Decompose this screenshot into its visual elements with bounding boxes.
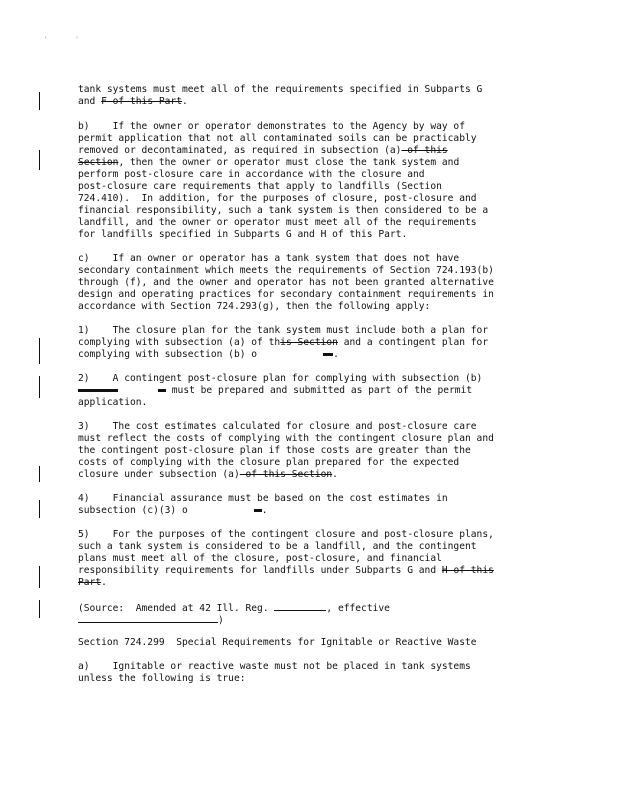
- redaction-mark: [78, 389, 118, 392]
- paragraph-c-line: c) If an owner or operator has a tank system that does not have: [78, 253, 460, 264]
- paragraph-b-line: perform post-closure care in accordance with the closure and: [78, 169, 425, 180]
- paragraph-b-line: permit application that not all contaminated soils can be practicably: [78, 133, 477, 144]
- paragraph-c-line: accordance with Section 724.293(g), then the following apply:: [78, 301, 431, 312]
- redaction-mark: [254, 509, 262, 512]
- item-4-line: subsection (c)(3) o .: [78, 505, 268, 516]
- deleted-text: is Section: [280, 337, 338, 348]
- item-2-line: application.: [78, 397, 148, 408]
- paragraph-b-line: for landfills specified in Subparts G and H of this Part.: [78, 229, 408, 240]
- item-2-line: must be prepared and submitted as part of the permit: [78, 385, 472, 397]
- blank-field: [78, 613, 218, 623]
- deleted-text: Part: [78, 577, 102, 588]
- paragraph-b-line: 724.410). In addition, for the purposes of closure, post-closure and: [78, 193, 477, 204]
- item-3-line: costs of complying with the closure plan prepared for the expected: [78, 457, 460, 468]
- paragraph-c-line: design and operating practices for secondary containment requirements in: [78, 289, 494, 300]
- item-5-line: Part.: [78, 577, 107, 588]
- change-bar: [39, 500, 40, 518]
- item-1-line: 1) The closure plan for the tank system must include both a plan for: [78, 325, 489, 336]
- source-note-line: (Source: Amended at 42 Ill. Reg. , effective: [78, 603, 390, 614]
- paragraph-line: tank systems must meet all of the requirements specified in Subparts G: [78, 84, 483, 95]
- paragraph-b-line: Section, then the owner or operator must close the tank system and: [78, 157, 460, 168]
- change-bar: [39, 600, 40, 618]
- item-4-line: 4) Financial assurance must be based on the cost estimates in: [78, 493, 448, 504]
- deleted-text: of this Section: [239, 469, 333, 480]
- section-a-line: a) Ignitable or reactive waste must not be placed in tank systems: [78, 661, 471, 672]
- change-bar: [39, 376, 40, 398]
- item-5-line: responsibility requirements for landfills under Subparts G and H of this: [78, 565, 494, 576]
- change-bar: [39, 566, 40, 588]
- deleted-text: Section: [78, 157, 119, 168]
- item-3-line: the contingent post-closure plan if those costs are greater than the: [78, 445, 471, 456]
- deleted-text: F of this Part: [101, 96, 182, 107]
- item-5-line: such a tank system is considered to be a landfill, and the contingent: [78, 541, 477, 552]
- item-2-line: 2) A contingent post-closure plan for complying with subsection (b): [78, 373, 483, 384]
- item-5-line: plans must meet all of the closure, post-closure, and financial: [78, 553, 442, 564]
- paragraph-b-line: b) If the owner or operator demonstrates to the Agency by way of: [78, 121, 465, 132]
- paragraph-b-line: post-closure care requirements that apply to landfills (Section: [78, 181, 442, 192]
- paragraph-b-line: landfill, and the owner or operator must meet all of the requirements: [78, 217, 477, 228]
- change-bar: [39, 338, 40, 364]
- paragraph-c-line: through (f), and the owner and operator has not been granted alternative: [78, 277, 494, 288]
- item-3-line: must reflect the costs of complying with the contingent closure plan and: [78, 433, 494, 444]
- change-bar: [39, 150, 40, 170]
- source-note-line: ): [78, 613, 224, 627]
- scan-margin-marks: ' ': [44, 36, 91, 43]
- deleted-text: of this: [401, 145, 448, 156]
- item-5-line: 5) For the purposes of the contingent closure and post-closure plans,: [78, 529, 494, 540]
- section-a-line: unless the following is true:: [78, 673, 246, 684]
- paragraph-b-line: removed or decontaminated, as required in subsection (a) of this: [78, 145, 448, 156]
- item-1-line: complying with subsection (a) of this Section and a contingent plan for: [78, 337, 489, 348]
- deleted-text: H of this: [441, 565, 494, 576]
- redaction-mark: [323, 353, 333, 356]
- paragraph-b-line: financial responsibility, such a tank system is then considered to be a: [78, 205, 489, 216]
- item-3-line: 3) The cost estimates calculated for closure and post-closure care: [78, 421, 477, 432]
- redaction-mark: [158, 389, 166, 392]
- item-1-line: complying with subsection (b) o .: [78, 349, 339, 360]
- item-3-line: closure under subsection (a) of this Section.: [78, 469, 338, 480]
- paragraph-line: and F of this Part.: [78, 96, 188, 107]
- paragraph-c-line: secondary containment which meets the requirements of Section 724.193(b): [78, 265, 494, 276]
- blank-field: [274, 601, 326, 611]
- change-bar: [39, 466, 40, 482]
- change-bar: [39, 92, 40, 110]
- section-heading: Section 724.299 Special Requirements for Ignitable or Reactive Waste: [78, 637, 477, 648]
